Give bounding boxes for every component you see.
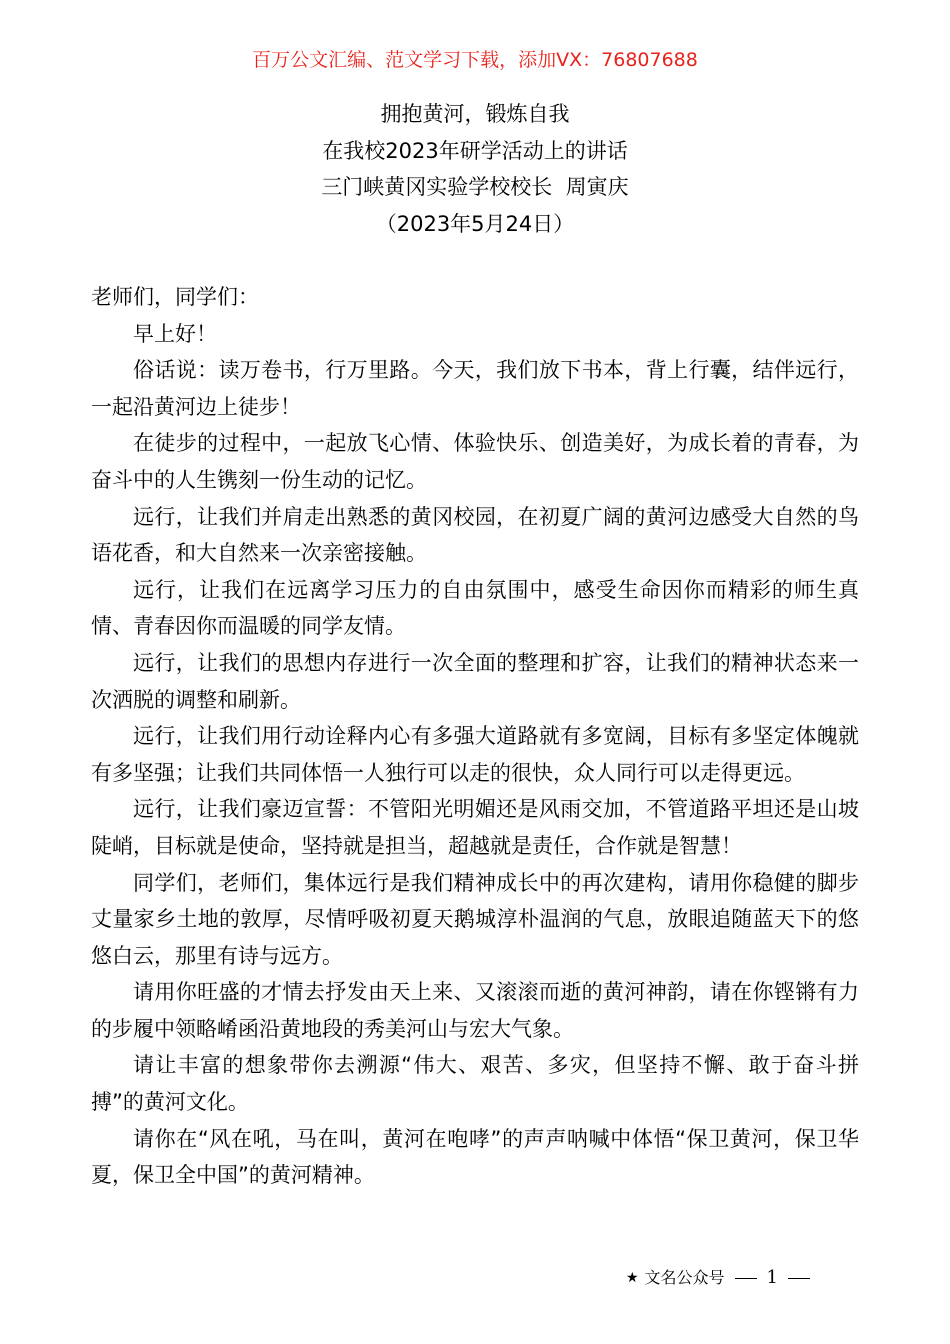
paragraph: 请让丰富的想象带你去溯源“伟大、艰苦、多灾，但坚持不懈、敢于奋斗拼搏”的黄河文化。 (91, 1053, 859, 1115)
header-banner: 百万公文汇编、范文学习下载，添加VX：76807688 (252, 49, 698, 71)
paragraph: 同学们，老师们，集体远行是我们精神成长中的再次建构，请用你稳健的脚步丈量家乡土地的敦厚，尽情呼吸初夏天鹅城淳朴温润的气息，放眼追随蓝天下的悠悠白云，那里有诗与远方。 (91, 870, 859, 968)
paragraph: 远行，让我们并肩走出熟悉的黄冈校园，在初夏广阔的黄河边感受大自然的鸟语花香，和大自然来一次亲密接触。 (91, 504, 859, 566)
paragraph: 俗话说：读万卷书，行万里路。今天，我们放下书本，背上行囊，结伴远行，一起沿黄河边上徒步！ (91, 358, 859, 419)
title-block (0, 96, 950, 242)
paragraph: 请用你旺盛的才情去抒发由天上来、又滚滚而逝的黄河神韵，请在你铿锵有力的步履中领略崤函沿黄地段的秀美河山与宏大气象。 (91, 980, 859, 1041)
footer-label: 文名公众号 (644, 1268, 725, 1287)
paragraph: 远行，让我们用行动诠释内心有多强大道路就有多宽阔，目标有多坚定体魄就有多坚强；让我们共同体悟一人独行可以走的很快，众人同行可以走得更远。 (91, 724, 859, 785)
paragraph: 远行，让我们在远离学习压力的自由氛围中，感受生命因你而精彩的师生真情、青春因你而温暖的同学友情。 (91, 577, 859, 639)
speech-date: （2023年5月24日） (375, 211, 575, 236)
star-icon: ★ (625, 1270, 639, 1286)
speech-title: 拥抱黄河，锻炼自我 (380, 102, 570, 126)
speaker-line: 三门峡黄冈实验学校校长 周寅庆 (321, 175, 629, 200)
speech-body (91, 279, 859, 1194)
paragraph: 请你在“风在吼，马在叫，黄河在咆哮”的声声呐喊中体悟“保卫黄河，保卫华夏，保卫全中国”的黄河精神。 (91, 1126, 859, 1188)
paragraph: 远行，让我们的思想内存进行一次全面的整理和扩容，让我们的精神状态来一次洒脱的调整和刷新。 (91, 650, 859, 712)
dash-divider (788, 1278, 810, 1279)
dash-divider (735, 1278, 757, 1279)
paragraph: 早上好！ (133, 321, 217, 346)
page-footer (626, 1266, 820, 1290)
speech-subtitle: 在我校2023年研学活动上的讲话 (322, 138, 628, 163)
paragraph: 在徒步的过程中，一起放飞心情、体验快乐、创造美好，为成长着的青春，为奋斗中的人生镌刻一份生动的记忆。 (91, 431, 859, 492)
page-number: 1 (766, 1267, 778, 1288)
salutation: 老师们，同学们： (91, 285, 259, 309)
paragraph: 远行，让我们豪迈宣誓：不管阳光明媚还是风雨交加，不管道路平坦还是山坡陡峭，目标就是使命，坚持就是担当，超越就是责任，合作就是智慧！ (91, 797, 859, 858)
